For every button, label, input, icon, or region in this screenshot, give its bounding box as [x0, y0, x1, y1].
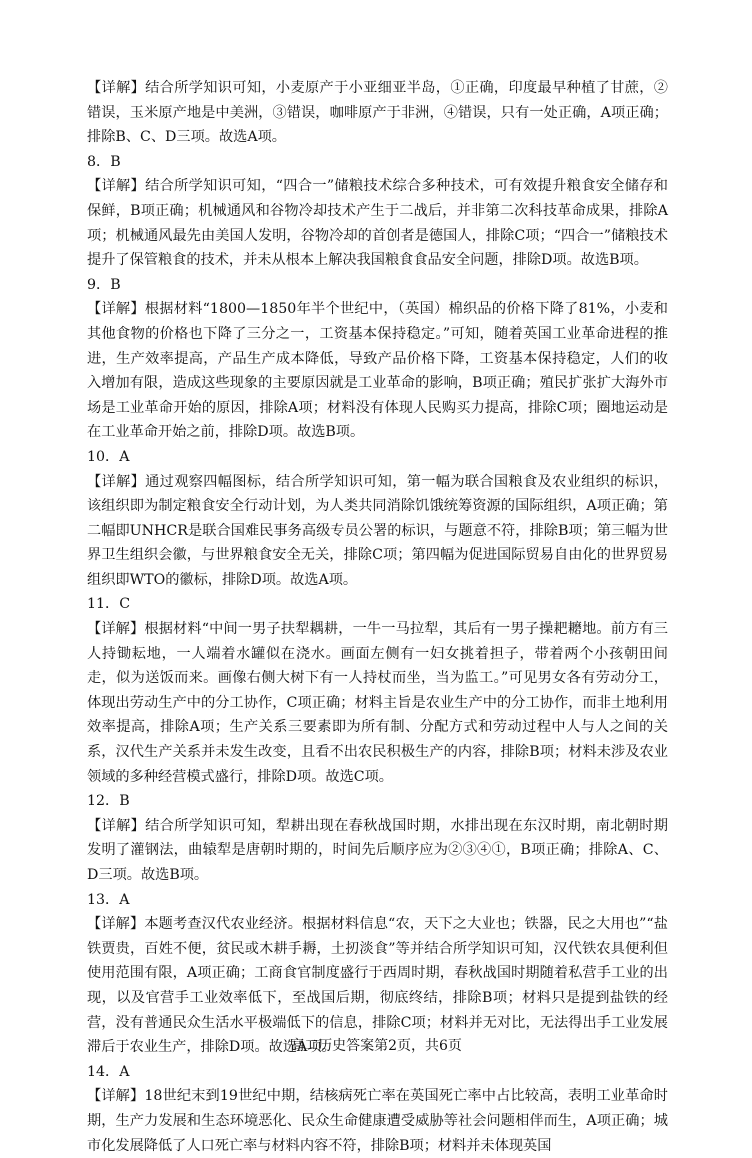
- answer-8: 8．B: [87, 153, 121, 170]
- answer-13: 13．A: [87, 891, 130, 908]
- explanation-12: 【详解】结合所学知识可知，犁耕出现在春秋战国时期，水排出现在东汉时期，南北朝时期发明了灌钢法，曲辕犁是唐朝时期的，时间先后顺序应为②③④①，B项正确；排除A、C、D三项。故选B项。: [87, 817, 668, 883]
- answer-11: 11．C: [87, 596, 131, 613]
- explanation-14: 【详解】18世纪末到19世纪中期，结核病死亡率在英国死亡率中占比较高，表明工业革命时期，生产力发展和生态环境恶化、民众生命健康遭受威胁等社会问题相伴而生，A项正确；城市化发展降低了人口死亡率与材料内容不符，排除B项；材料并未体现英国: [87, 1088, 668, 1154]
- explanation-11: 【详解】根据材料“中间一男子扶犁耦耕，一牛一马拉犁，其后有一男子操耙耱地。前方有三人持锄耘地，一人端着水罐似在浇水。画面左侧有一妇女挑着担子，带着两个小孩朝田间走，似为送饭而来。画像右侧大树下有一人持杖而坐，当为监工。”可见男女各有劳动分工，体现出劳动生产中的分工协作，C项正确；材料主旨是农业生产中的分工协作，而非土地利用效率提高，排除A项；生产关系三要素即为所有制、分配方式和劳动过程中人与人之间的关系，汉代生产关系并未发生改变，且看不出农民积极生产的内容，排除B项；材料未涉及农业领域的多种经营模式盛行，排除D项。故选C项。: [87, 621, 668, 785]
- explanation-10: 【详解】通过观察四幅图标，结合所学知识可知，第一幅为联合国粮食及农业组织的标识，该组织即为制定粮食安全行动计划，为人类共同消除饥饿统筹资源的国际组织，A项正确；第二幅即UNHCR是联合国难民事务高级专员公署的标识，与题意不符，排除B项；第三幅为世界卫生组织会徽，与世界粮食安全无关，排除C项；第四幅为促进国际贸易自由化的世界贸易组织即WTO的徽标，排除D项。故选A项。: [87, 473, 668, 588]
- explanation-13: 【详解】本题考查汉代农业经济。根据材料信息“农，天下之大业也；铁器，民之大用也”“盐铁贾贵，百姓不便，贫民或木耕手耨，土扨淡食”等并结合所学知识可知，汉代铁农具便利但使用范围有限，A项正确；工商食官制度盛行于西周时期，春秋战国时期随着私营手工业的出现，以及官营手工业效率低下，至战国后期，彻底终结，排除B项；材料只是提到盐铁的经营，没有普通民众生活水平极端低下的信息，排除C项；材料并无对比，无法得出手工业发展滞后于农业生产，排除D项。故选A项。: [87, 916, 668, 1056]
- explanation-9: 【详解】根据材料“1800—1850年半个世纪中，（英国）棉织品的价格下降了81%，小麦和其他食物的价格也下降了三分之一，工资基本保持稳定。”可知，随着英国工业革命进程的推进，生产效率提高，产品生产成本降低，导致产品价格下降，工资基本保持稳定，人们的收入增加有限，造成这些现象的主要原因就是工业革命的影响，B项正确；殖民扩张扩大海外市场是工业革命开始的原因，排除A项；材料没有体现人民购买力提高，排除C项；圈地运动是在工业革命开始之前，排除D项。故选B项。: [87, 301, 668, 441]
- explanation-8: 【详解】结合所学知识可知，“四合一”储粮技术综合多种技术，可有效提升粮食安全储存和保鲜，B项正确；机械通风和谷物冷却技术产生于二战后，并非第二次科技革命成果，排除A项；机械通风最先由美国人发明，谷物冷却的首创者是德国人，排除C项；“四合一”储粮技术提升了保管粮食的技术，并未从根本上解决我国粮食食品安全问题，排除D项。故选B项。: [87, 178, 668, 269]
- answer-10: 10．A: [87, 448, 130, 465]
- answer-14: 14．A: [87, 1063, 130, 1080]
- explanation-7: 【详解】结合所学知识可知，小麦原产于小亚细亚半岛，①正确，印度最早种植了甘蔗，②错误，玉米原产地是中美洲，③错误，咖啡原产于非洲，④错误，只有一处正确，A项正确；排除B、C、D三项。故选A项。: [87, 80, 668, 146]
- answer-9: 9．B: [87, 276, 121, 293]
- answer-12: 12．B: [87, 793, 130, 810]
- page-footer: 高二历史答案第2页，共6页: [290, 1038, 462, 1054]
- answer-content: [87, 76, 668, 1158]
